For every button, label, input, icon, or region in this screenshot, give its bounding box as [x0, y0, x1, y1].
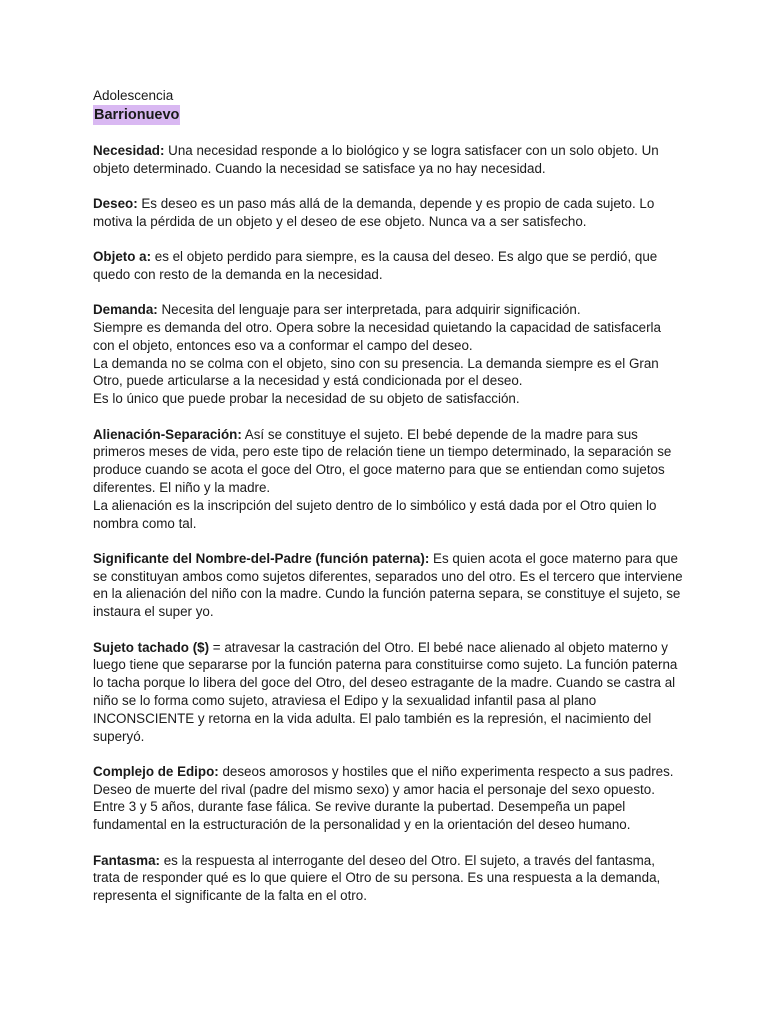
definition-term: Alienación-Separación: [93, 426, 242, 442]
definition-entry [93, 763, 683, 834]
definition-paragraph [93, 852, 683, 905]
definition-list [93, 142, 683, 905]
definition-term: Complejo de Edipo: [93, 763, 219, 779]
definition-paragraph [93, 763, 683, 834]
definition-paragraph [93, 195, 683, 231]
definition-entry [93, 426, 683, 533]
definition-term: Demanda: [93, 302, 158, 318]
definition-entry [93, 550, 683, 621]
definition-paragraph [93, 248, 683, 284]
definition-paragraph [93, 639, 683, 746]
definition-text: La alienación es la inscripción del sujeto dentro de lo simbólico y está dada por el Otro quien lo nombra como tal. [93, 497, 657, 531]
definition-entry [93, 195, 683, 231]
definition-text: Es quien acota el goce materno para que se constituyan ambos como sujetos diferentes, separados uno del otro. Es el tercero que interviene en la alienación del niño con la madre. Cundo la función paterna separa, se constituye el sujeto, se instaura el super yo. [93, 550, 683, 620]
definition-paragraph [93, 390, 683, 408]
definition-text: Es deseo es un paso más allá de la demanda, depende y es propio de cada sujeto. Lo motiva la pérdida de un objeto y el deseo de ese objeto. Nunca va a ser satisfecho. [93, 196, 655, 229]
definition-text: = atravesar la castración del Otro. El bebé nace alienado al objeto materno y luego tiene que separarse por la función paterna para constituirse como sujeto. La función paterna lo tacha porque lo libera del goce del Otro, del deseo estragante de la madre. Cuando se castra al niño se lo forma como sujeto, atraviesa el Edipo y la sexualidad infantil pasa al plano INCONSCIENTE y retorna en la vida adulta. El palo también es la represión, el nacimiento del superyó. [93, 639, 678, 744]
definition-text: es el objeto perdido para siempre, es la causa del deseo. Es algo que se perdió, que quedo con resto de la demanda en la necesidad. [93, 249, 658, 282]
document-page [93, 87, 683, 922]
document-title: Barrionuevo [94, 107, 180, 123]
definition-text: Una necesidad responde a lo biológico y se logra satisfacer con un solo objeto. Un objeto determinado. Cuando la necesidad se satisface ya no hay necesidad. [93, 143, 659, 176]
definition-text: Siempre es demanda del otro. Opera sobre la necesidad quietando la capacidad de satisfacerla con el objeto, entonces eso va a conformar el campo del deseo. [93, 320, 661, 353]
definition-paragraph [93, 301, 683, 319]
definition-entry [93, 301, 683, 408]
definition-entry [93, 142, 683, 178]
definition-text: La demanda no se colma con el objeto, sino con su presencia. La demanda siempre es el Gran Otro, puede articularse a la necesidad y está condicionada por el deseo. [93, 355, 659, 389]
definition-text: es la respuesta al interrogante del deseo del Otro. El sujeto, a través del fantasma, trata de responder qué es lo que quiere el Otro de su persona. Es una respuesta a la demanda, representa el significante de la falta en el otro. [93, 852, 661, 904]
definition-text: Así se constituye el sujeto. El bebé depende de la madre para sus primeros meses de vida, pero este tipo de relación tiene un tiempo determinado, la separación se produce cuando se acota el goce del Otro, el goce materno para que se entiendan como sujetos diferentes. El niño y la madre. [93, 426, 672, 495]
definition-paragraph [93, 550, 683, 621]
definition-paragraph [93, 355, 683, 391]
definition-term: Deseo: [93, 196, 138, 212]
definition-paragraph [93, 426, 683, 497]
definition-text: deseos amorosos y hostiles que el niño experimenta respecto a sus padres. Deseo de muerte del rival (padre del mismo sexo) y amor hacia el personaje del sexo opuesto. Entre 3 y 5 años, durante fase fálica. Se revive durante la pubertad. Desempeña un papel fundamental en la estructuración de la personalidad y en la orientación del deseo humano. [93, 763, 674, 833]
definition-text: Es lo único que puede probar la necesidad de su objeto de satisfacción. [93, 391, 520, 407]
definition-term: Necesidad: [93, 143, 165, 158]
definition-entry [93, 852, 683, 905]
definition-paragraph [93, 319, 683, 355]
document-subject: Adolescencia [93, 88, 174, 103]
definition-entry [93, 639, 683, 746]
definition-term: Sujeto tachado ($) [93, 639, 210, 655]
definition-text: Necesita del lenguaje para ser interpretada, para adquirir significación. [157, 302, 581, 318]
definition-entry [93, 248, 683, 284]
definition-paragraph [93, 142, 683, 178]
definition-paragraph [93, 497, 683, 533]
definition-term: Significante del Nombre-del-Padre (función paterna): [93, 550, 430, 566]
definition-term: Objeto a: [93, 249, 152, 265]
definition-term: Fantasma: [93, 852, 160, 868]
